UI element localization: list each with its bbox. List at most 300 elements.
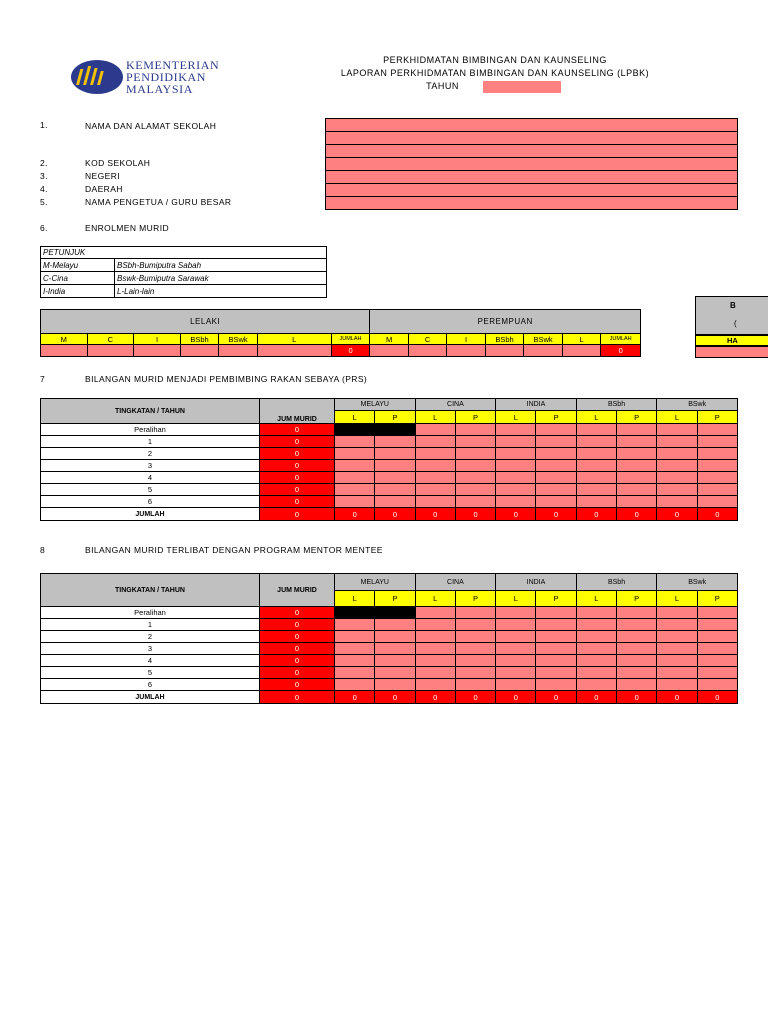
input-cell[interactable] — [496, 631, 536, 643]
side-header — [695, 296, 768, 335]
col-bswk: BSwk — [524, 334, 563, 345]
group-header-melayu: MELAYU — [335, 574, 416, 591]
input-cell[interactable] — [455, 679, 495, 691]
row-label: 2 — [41, 631, 260, 643]
jum-murid-cell: 0 — [259, 472, 334, 484]
input-cell[interactable] — [415, 643, 455, 655]
enrolmen-table — [40, 309, 641, 357]
jumlah-cell: 0 — [259, 508, 334, 521]
input-cell[interactable] — [536, 643, 576, 655]
jum-murid-cell: 0 — [259, 643, 334, 655]
input-cell[interactable] — [415, 679, 455, 691]
jumlah-cell: 0 — [496, 691, 536, 704]
group-header-melayu: MELAYU — [335, 399, 416, 411]
input-cell[interactable] — [576, 607, 616, 619]
table-row — [41, 607, 738, 619]
report-title-2: LAPORAN PERKHIDMATAN BIMBINGAN DAN KAUNSELING (LPBK) — [340, 68, 650, 78]
input-cell[interactable] — [697, 436, 737, 448]
input-cell[interactable] — [697, 631, 737, 643]
input-cell[interactable] — [415, 472, 455, 484]
field-num-1: 1. — [40, 120, 48, 130]
input-cell[interactable] — [576, 619, 616, 631]
input-cell[interactable] — [617, 424, 657, 436]
gender-p-header: P — [375, 591, 415, 607]
input-cell[interactable] — [657, 667, 697, 679]
input-cell[interactable] — [496, 679, 536, 691]
row-label: 5 — [41, 667, 260, 679]
col-jumlah: JUMLAH — [331, 334, 370, 345]
input-cell[interactable] — [576, 436, 616, 448]
gender-l-header: L — [496, 411, 536, 424]
field-label-3: NEGERI — [85, 171, 120, 181]
input-cell[interactable] — [536, 607, 576, 619]
input-cell[interactable] — [657, 460, 697, 472]
input-cell[interactable] — [415, 667, 455, 679]
input-cell[interactable] — [617, 472, 657, 484]
col-bsbh: BSbh — [485, 334, 524, 345]
input-cell[interactable] — [697, 667, 737, 679]
field-num-5: 5. — [40, 197, 48, 207]
input-cell[interactable] — [576, 679, 616, 691]
row-label: 3 — [41, 643, 260, 655]
input-cell[interactable] — [576, 643, 616, 655]
group-header-india: INDIA — [496, 574, 577, 591]
input-cell[interactable] — [617, 607, 657, 619]
input-cell[interactable] — [415, 655, 455, 667]
jumlah-cell: 0 — [375, 508, 415, 521]
input-cell[interactable] — [335, 484, 375, 496]
input-cell[interactable] — [576, 655, 616, 667]
input-cell[interactable] — [617, 460, 657, 472]
enrol-cell[interactable] — [180, 345, 219, 357]
input-cell[interactable] — [335, 472, 375, 484]
input-cell[interactable] — [375, 631, 415, 643]
legend-key: Bswk-Bumiputra Sarawak — [115, 272, 327, 285]
jumlah-row — [41, 691, 738, 704]
disabled-cell — [335, 424, 375, 436]
input-cell[interactable] — [697, 424, 737, 436]
perempuan-total: 0 — [601, 345, 641, 357]
tahun-label: TAHUN — [426, 81, 459, 91]
table-row — [41, 424, 738, 436]
jumlah-row — [41, 508, 738, 521]
jum-murid-cell: 0 — [259, 667, 334, 679]
input-cell[interactable] — [657, 679, 697, 691]
gender-p-header: P — [697, 411, 737, 424]
side-header-text-2: ( — [734, 319, 737, 328]
legend-key: L-Lain-lain — [115, 285, 327, 298]
field-label-1: NAMA DAN ALAMAT SEKOLAH — [85, 121, 217, 131]
table-row — [41, 679, 738, 691]
input-cell[interactable] — [617, 643, 657, 655]
input-cell[interactable] — [335, 496, 375, 508]
school-name-input-1[interactable] — [326, 119, 738, 132]
col-l: L — [257, 334, 331, 345]
input-cell[interactable] — [455, 607, 495, 619]
group-header-bswk: BSwk — [657, 399, 738, 411]
tahun-field[interactable] — [483, 81, 561, 93]
logo-emblem-icon — [70, 59, 124, 95]
input-cell[interactable] — [415, 496, 455, 508]
gender-l-header: L — [657, 591, 697, 607]
col-bswk: BSwk — [219, 334, 258, 345]
table-row — [41, 472, 738, 484]
input-cell[interactable] — [617, 619, 657, 631]
input-cell[interactable] — [617, 631, 657, 643]
input-cell[interactable] — [536, 472, 576, 484]
input-cell[interactable] — [617, 436, 657, 448]
gender-p-header: P — [536, 591, 576, 607]
input-cell[interactable] — [697, 460, 737, 472]
row-label: 1 — [41, 619, 260, 631]
input-cell[interactable] — [657, 643, 697, 655]
input-cell[interactable] — [415, 448, 455, 460]
input-cell[interactable] — [536, 460, 576, 472]
petunjuk-title: PETUNJUK — [41, 247, 327, 259]
input-cell[interactable] — [617, 484, 657, 496]
gender-l-header: L — [576, 411, 616, 424]
legend-key: I-India — [41, 285, 115, 298]
input-cell[interactable] — [617, 448, 657, 460]
input-cell[interactable] — [335, 667, 375, 679]
input-cell[interactable] — [335, 436, 375, 448]
input-cell[interactable] — [576, 631, 616, 643]
input-cell[interactable] — [697, 496, 737, 508]
input-cell[interactable] — [415, 607, 455, 619]
enrol-cell[interactable] — [370, 345, 409, 357]
input-cell[interactable] — [657, 448, 697, 460]
input-cell[interactable] — [576, 667, 616, 679]
section-8-num: 8 — [40, 545, 46, 555]
table-row — [41, 619, 738, 631]
input-cell[interactable] — [415, 619, 455, 631]
section-7-num: 7 — [40, 374, 46, 384]
row-label: Peralihan — [41, 607, 260, 619]
input-cell[interactable] — [496, 619, 536, 631]
input-cell[interactable] — [697, 679, 737, 691]
input-cell[interactable] — [697, 619, 737, 631]
jumlah-cell: 0 — [657, 691, 697, 704]
input-cell[interactable] — [496, 655, 536, 667]
jumlah-cell: 0 — [697, 508, 737, 521]
jumlah-cell: 0 — [617, 691, 657, 704]
field-num-6: 6. — [40, 223, 48, 233]
input-cell[interactable] — [536, 484, 576, 496]
input-cell[interactable] — [375, 436, 415, 448]
enrol-cell[interactable] — [134, 345, 181, 357]
input-cell[interactable] — [375, 667, 415, 679]
gender-l-header: L — [415, 591, 455, 607]
side-input[interactable] — [695, 346, 768, 358]
input-cell[interactable] — [415, 484, 455, 496]
input-cell[interactable] — [697, 643, 737, 655]
jum-murid-cell: 0 — [259, 655, 334, 667]
lelaki-header: LELAKI — [41, 310, 370, 334]
jumlah-cell: 0 — [617, 508, 657, 521]
input-cell[interactable] — [455, 643, 495, 655]
input-cell[interactable] — [536, 496, 576, 508]
table-row — [41, 667, 738, 679]
gender-l-header: L — [576, 591, 616, 607]
jum-murid-header: JUM MURID — [259, 574, 334, 607]
input-cell[interactable] — [536, 679, 576, 691]
gender-l-header: L — [335, 411, 375, 424]
input-cell[interactable] — [335, 631, 375, 643]
input-cell[interactable] — [455, 436, 495, 448]
section-7-title: BILANGAN MURID MENJADI PEMBIMBING RAKAN SEBAYA (PRS) — [85, 374, 368, 384]
input-cell[interactable] — [657, 631, 697, 643]
col-l: L — [562, 334, 601, 345]
input-cell[interactable] — [496, 643, 536, 655]
input-cell[interactable] — [455, 631, 495, 643]
row-label: 1 — [41, 436, 260, 448]
jumlah-cell: 0 — [657, 508, 697, 521]
input-cell[interactable] — [657, 619, 697, 631]
group-header-india: INDIA — [496, 399, 577, 411]
gender-p-header: P — [455, 591, 495, 607]
jum-murid-cell: 0 — [259, 460, 334, 472]
input-cell[interactable] — [496, 460, 536, 472]
group-header-bswk: BSwk — [657, 574, 738, 591]
school-code-input[interactable] — [326, 158, 738, 171]
input-cell[interactable] — [496, 472, 536, 484]
input-cell[interactable] — [617, 667, 657, 679]
jumlah-label: JUMLAH — [41, 691, 260, 704]
jumlah-cell: 0 — [455, 508, 495, 521]
input-cell[interactable] — [375, 655, 415, 667]
input-cell[interactable] — [335, 643, 375, 655]
jumlah-cell: 0 — [335, 691, 375, 704]
mentor-table — [40, 573, 738, 704]
disabled-cell — [375, 424, 415, 436]
input-cell[interactable] — [617, 655, 657, 667]
input-cell[interactable] — [536, 631, 576, 643]
logo-line-2: PENDIDIKAN — [126, 70, 206, 84]
field-num-4: 4. — [40, 184, 48, 194]
row-label: 6 — [41, 679, 260, 691]
table-row — [41, 643, 738, 655]
field-label-6: ENROLMEN MURID — [85, 223, 169, 233]
gender-p-header: P — [697, 591, 737, 607]
legend-key: BSbh-Bumiputra Sabah — [115, 259, 327, 272]
input-cell[interactable] — [536, 655, 576, 667]
input-cell[interactable] — [375, 448, 415, 460]
jum-murid-cell: 0 — [259, 607, 334, 619]
input-cell[interactable] — [335, 460, 375, 472]
input-cell[interactable] — [657, 436, 697, 448]
side-table-partial — [695, 296, 768, 362]
input-cell[interactable] — [455, 448, 495, 460]
logo-line-3: MALAYSIA — [126, 82, 194, 96]
input-cell[interactable] — [375, 643, 415, 655]
input-cell[interactable] — [576, 472, 616, 484]
input-cell[interactable] — [657, 496, 697, 508]
col-i: I — [134, 334, 181, 345]
section-8-title: BILANGAN MURID TERLIBAT DENGAN PROGRAM MENTOR MENTEE — [85, 545, 383, 555]
input-cell[interactable] — [415, 424, 455, 436]
enrol-cell[interactable] — [408, 345, 447, 357]
jumlah-label: JUMLAH — [41, 508, 260, 521]
jumlah-cell: 0 — [415, 691, 455, 704]
gender-p-header: P — [375, 411, 415, 424]
jum-murid-cell: 0 — [259, 679, 334, 691]
table-row — [41, 484, 738, 496]
input-cell[interactable] — [576, 484, 616, 496]
input-cell[interactable] — [335, 655, 375, 667]
school-name-input-3[interactable] — [326, 145, 738, 158]
state-input[interactable] — [326, 171, 738, 184]
legend-key: M-Melayu — [41, 259, 115, 272]
lelaki-total: 0 — [331, 345, 370, 357]
col-i: I — [447, 334, 486, 345]
input-cell[interactable] — [335, 679, 375, 691]
input-cell[interactable] — [657, 424, 697, 436]
col-jumlah: JUMLAH — [601, 334, 641, 345]
jumlah-cell: 0 — [576, 508, 616, 521]
school-name-input-2[interactable] — [326, 132, 738, 145]
input-cell[interactable] — [415, 436, 455, 448]
row-label: 2 — [41, 448, 260, 460]
input-cell[interactable] — [697, 484, 737, 496]
input-cell[interactable] — [375, 460, 415, 472]
jumlah-cell: 0 — [536, 691, 576, 704]
jumlah-cell: 0 — [455, 691, 495, 704]
input-cell[interactable] — [375, 472, 415, 484]
field-num-3: 3. — [40, 171, 48, 181]
input-cell[interactable] — [455, 655, 495, 667]
input-cell[interactable] — [617, 496, 657, 508]
group-header-bsbh: BSbh — [576, 399, 657, 411]
input-cell[interactable] — [697, 448, 737, 460]
side-subheader — [695, 335, 768, 346]
input-cell[interactable] — [375, 679, 415, 691]
jumlah-cell: 0 — [259, 691, 334, 704]
row-label: 4 — [41, 472, 260, 484]
input-cell[interactable] — [375, 484, 415, 496]
enrol-cell[interactable] — [562, 345, 601, 357]
tingkatan-header: TINGKATAN / TAHUN — [41, 574, 260, 607]
input-cell[interactable] — [536, 667, 576, 679]
input-cell[interactable] — [576, 460, 616, 472]
input-cell[interactable] — [335, 448, 375, 460]
input-cell[interactable] — [415, 460, 455, 472]
jum-murid-cell: 0 — [259, 424, 334, 436]
input-cell[interactable] — [536, 448, 576, 460]
enrol-cell[interactable] — [447, 345, 486, 357]
col-bsbh: BSbh — [180, 334, 219, 345]
input-cell[interactable] — [657, 472, 697, 484]
input-cell[interactable] — [536, 619, 576, 631]
input-cell[interactable] — [496, 607, 536, 619]
principal-name-input[interactable] — [326, 197, 738, 210]
field-num-2: 2. — [40, 158, 48, 168]
table-row — [41, 460, 738, 472]
enrol-cell[interactable] — [524, 345, 563, 357]
input-cell[interactable] — [496, 484, 536, 496]
input-cell[interactable] — [375, 619, 415, 631]
col-m: M — [370, 334, 409, 345]
input-cell[interactable] — [657, 484, 697, 496]
input-cell[interactable] — [455, 460, 495, 472]
input-cell[interactable] — [415, 631, 455, 643]
jum-murid-header: JUM MURID — [259, 399, 334, 424]
row-label: 3 — [41, 460, 260, 472]
row-label: 5 — [41, 484, 260, 496]
input-cell[interactable] — [697, 655, 737, 667]
input-cell[interactable] — [496, 424, 536, 436]
enrol-cell[interactable] — [41, 345, 88, 357]
input-cell[interactable] — [536, 424, 576, 436]
jum-murid-cell: 0 — [259, 496, 334, 508]
jumlah-cell: 0 — [576, 691, 616, 704]
legend-key: C-Cina — [41, 272, 115, 285]
side-subheader-text: HA — [727, 336, 738, 345]
report-title-1: PERKHIDMATAN BIMBINGAN DAN KAUNSELING — [383, 55, 607, 65]
district-input[interactable] — [326, 184, 738, 197]
input-cell[interactable] — [576, 496, 616, 508]
jumlah-cell: 0 — [335, 508, 375, 521]
input-cell[interactable] — [496, 667, 536, 679]
enrol-cell[interactable] — [87, 345, 134, 357]
group-header-cina: CINA — [415, 399, 496, 411]
petunjuk-legend — [40, 246, 327, 298]
row-label: 6 — [41, 496, 260, 508]
enrol-cell[interactable] — [257, 345, 331, 357]
input-cell[interactable] — [576, 448, 616, 460]
input-cell[interactable] — [576, 424, 616, 436]
input-cell[interactable] — [657, 655, 697, 667]
field-label-5: NAMA PENGETUA / GURU BESAR — [85, 197, 232, 207]
field-label-2: KOD SEKOLAH — [85, 158, 151, 168]
input-cell[interactable] — [536, 436, 576, 448]
input-cell[interactable] — [496, 496, 536, 508]
gender-p-header: P — [455, 411, 495, 424]
input-cell[interactable] — [617, 679, 657, 691]
logo-line-1: KEMENTERIAN — [126, 58, 220, 72]
input-cell[interactable] — [455, 496, 495, 508]
gender-l-header: L — [657, 411, 697, 424]
prs-table — [40, 398, 738, 521]
input-cell[interactable] — [496, 448, 536, 460]
enrol-cell[interactable] — [485, 345, 524, 357]
input-cell[interactable] — [455, 424, 495, 436]
jum-murid-cell: 0 — [259, 484, 334, 496]
input-cell[interactable] — [697, 472, 737, 484]
gender-p-header: P — [617, 411, 657, 424]
jum-murid-cell: 0 — [259, 619, 334, 631]
input-cell[interactable] — [455, 484, 495, 496]
gender-p-header: P — [617, 591, 657, 607]
gender-p-header: P — [536, 411, 576, 424]
perempuan-header: PEREMPUAN — [370, 310, 641, 334]
input-cell[interactable] — [496, 436, 536, 448]
input-cell[interactable] — [455, 619, 495, 631]
disabled-cell — [375, 607, 415, 619]
table-row — [41, 496, 738, 508]
col-c: C — [87, 334, 134, 345]
input-cell[interactable] — [455, 472, 495, 484]
enrol-cell[interactable] — [219, 345, 258, 357]
disabled-cell — [335, 607, 375, 619]
table-row — [41, 436, 738, 448]
input-cell[interactable] — [375, 496, 415, 508]
input-cell[interactable] — [657, 607, 697, 619]
input-cell[interactable] — [697, 607, 737, 619]
gender-l-header: L — [415, 411, 455, 424]
input-cell[interactable] — [455, 667, 495, 679]
table-row — [41, 655, 738, 667]
input-cell[interactable] — [335, 619, 375, 631]
